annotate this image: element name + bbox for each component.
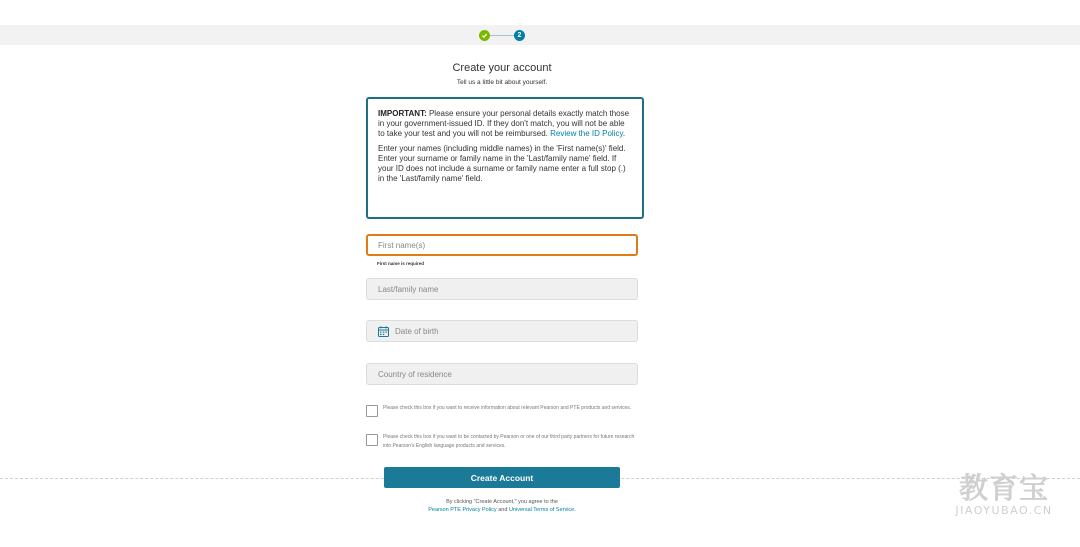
- marketing-consent-row: [366, 404, 641, 417]
- terms-of-service-link[interactable]: Universal Terms of Service.: [508, 507, 576, 513]
- notice-paragraph-2: Enter your names (including middle names) in the 'First name(s)' field. Enter your surname or family name in the 'Last/family name' field. If your ID does not include a surname or family name enter a full stop (.) in the 'Last/family name' field.: [378, 144, 626, 183]
- watermark-chinese: 教育宝: [958, 471, 1049, 505]
- legal-prefix: By clicking "Create Account," you agree to the: [446, 499, 558, 505]
- progress-bar-band: [0, 25, 1080, 45]
- legal-links: [384, 506, 620, 514]
- watermark-domain: JIAOYUBAO.CN: [955, 504, 1053, 517]
- last-name-field[interactable]: [366, 278, 638, 300]
- step-current: [514, 30, 525, 41]
- step-connector: [490, 35, 514, 36]
- marketing-consent-checkbox[interactable]: [366, 405, 378, 417]
- date-of-birth-input[interactable]: [395, 327, 637, 336]
- country-field[interactable]: [366, 363, 638, 385]
- research-consent-row: [366, 433, 641, 450]
- country-input[interactable]: [378, 370, 637, 379]
- watermark-logo: [948, 472, 1060, 528]
- legal-and: and: [498, 507, 508, 513]
- notice-text-1: Please ensure your personal details exactly match those in your government-issued ID. If they don't match, you will not be able to take your test and you will not be reimbursed.: [378, 109, 630, 138]
- first-name-error: First name is required: [377, 261, 425, 266]
- first-name-input[interactable]: [378, 241, 636, 250]
- step-indicator: [479, 30, 527, 42]
- research-consent-label: Please check this box if you want to be contacted by Pearson or one of our third party partners for future research into Pearson's English language products and services.: [383, 434, 635, 449]
- page-title: Create your account: [452, 62, 552, 74]
- marketing-consent-label: Please check this box if you want to receive information about relevant Pearson and PTE products and services.: [383, 405, 632, 411]
- legal-text: [384, 498, 620, 514]
- step-number: 2: [517, 32, 522, 39]
- step-complete-check-icon: [479, 30, 490, 41]
- important-notice: [366, 97, 644, 219]
- date-of-birth-field[interactable]: [366, 320, 638, 342]
- research-consent-checkbox[interactable]: [366, 434, 378, 446]
- last-name-input[interactable]: [378, 285, 637, 294]
- first-name-field[interactable]: [366, 234, 638, 256]
- notice-important-label: IMPORTANT:: [378, 109, 427, 118]
- notice-paragraph-1: IMPORTANT: Please ensure your personal details exactly match those in your government-issued ID. If they don't match, you will not be able to take your test and you will not be reimbursed. Review the ID Policy.: [378, 109, 630, 138]
- page-subtitle: Tell us a little bit about yourself.: [456, 79, 548, 86]
- calendar-icon[interactable]: [378, 326, 389, 337]
- create-account-button[interactable]: Create Account: [384, 467, 620, 488]
- id-policy-link[interactable]: Review the ID Policy: [550, 128, 623, 138]
- privacy-policy-link[interactable]: Pearson PTE Privacy Policy: [428, 507, 497, 513]
